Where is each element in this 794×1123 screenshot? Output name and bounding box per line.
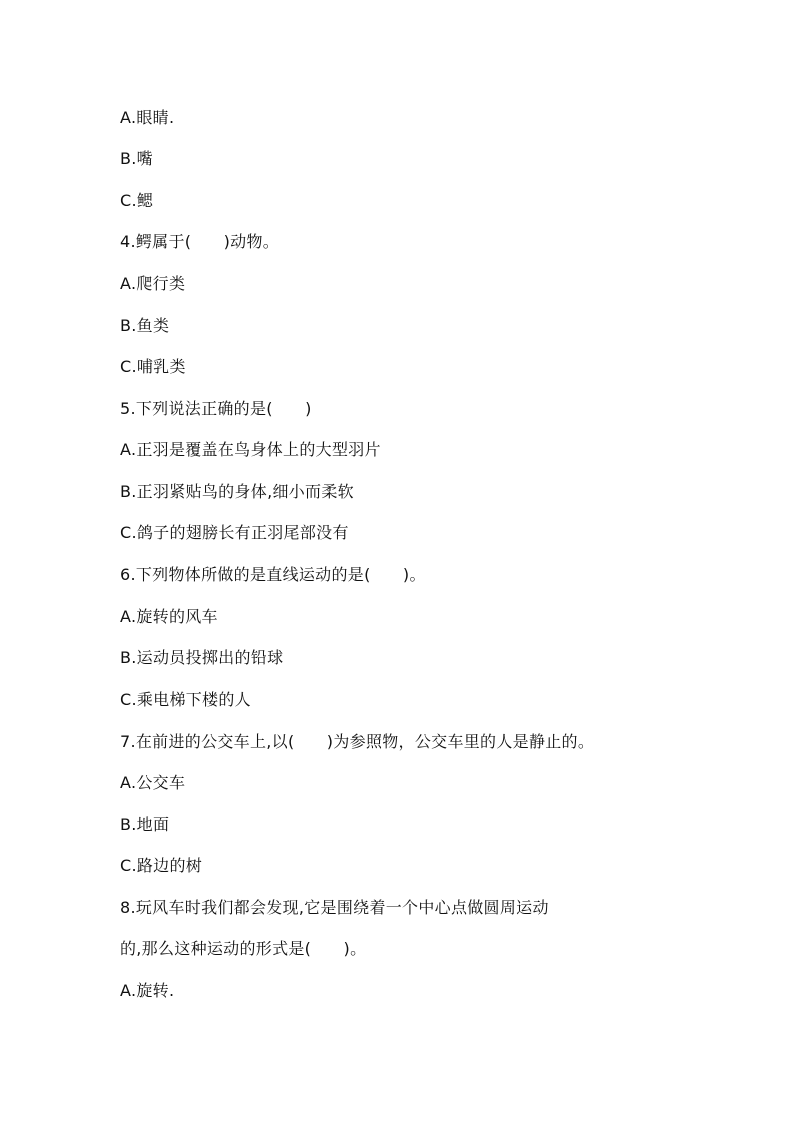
question-4: 4.鳄属于( )动物。 (120, 232, 280, 251)
q6-option-c: C.乘电梯下楼的人 (120, 690, 251, 709)
question-7: 7.在前进的公交车上,以( )为参照物，公交车里的人是静止的。 (120, 732, 595, 751)
question-6: 6.下列物体所做的是直线运动的是( )。 (120, 565, 426, 584)
q3-option-b: B.嘴 (120, 149, 153, 168)
question-5: 5.下列说法正确的是( ) (120, 399, 312, 418)
q7-option-b: B.地面 (120, 815, 170, 834)
q4-option-b: B.鱼类 (120, 316, 170, 335)
q7-option-c: C.路边的树 (120, 856, 203, 875)
q4-option-c: C.哺乳类 (120, 357, 186, 376)
q6-option-b: B.运动员投掷出的铅球 (120, 648, 284, 667)
q8-option-a: A.旋转. (120, 981, 175, 1000)
q7-option-a: A.公交车 (120, 773, 186, 792)
q5-option-b: B.正羽紧贴鸟的身体,细小而柔软 (120, 482, 354, 501)
q3-option-c: C.鳃 (120, 191, 154, 210)
q5-option-c: C.鸽子的翅膀长有正羽尾部没有 (120, 523, 349, 542)
q6-option-a: A.旋转的风车 (120, 607, 218, 626)
question-8-line-1: 8.玩风车时我们都会发现,它是围绕着一个中心点做圆周运动 (120, 898, 549, 917)
q3-option-a: A.眼睛. (120, 108, 175, 127)
question-8-line-2: 的,那么这种运动的形式是( )。 (120, 939, 367, 958)
q5-option-a: A.正羽是覆盖在鸟身体上的大型羽片 (120, 440, 381, 459)
q4-option-a: A.爬行类 (120, 274, 186, 293)
